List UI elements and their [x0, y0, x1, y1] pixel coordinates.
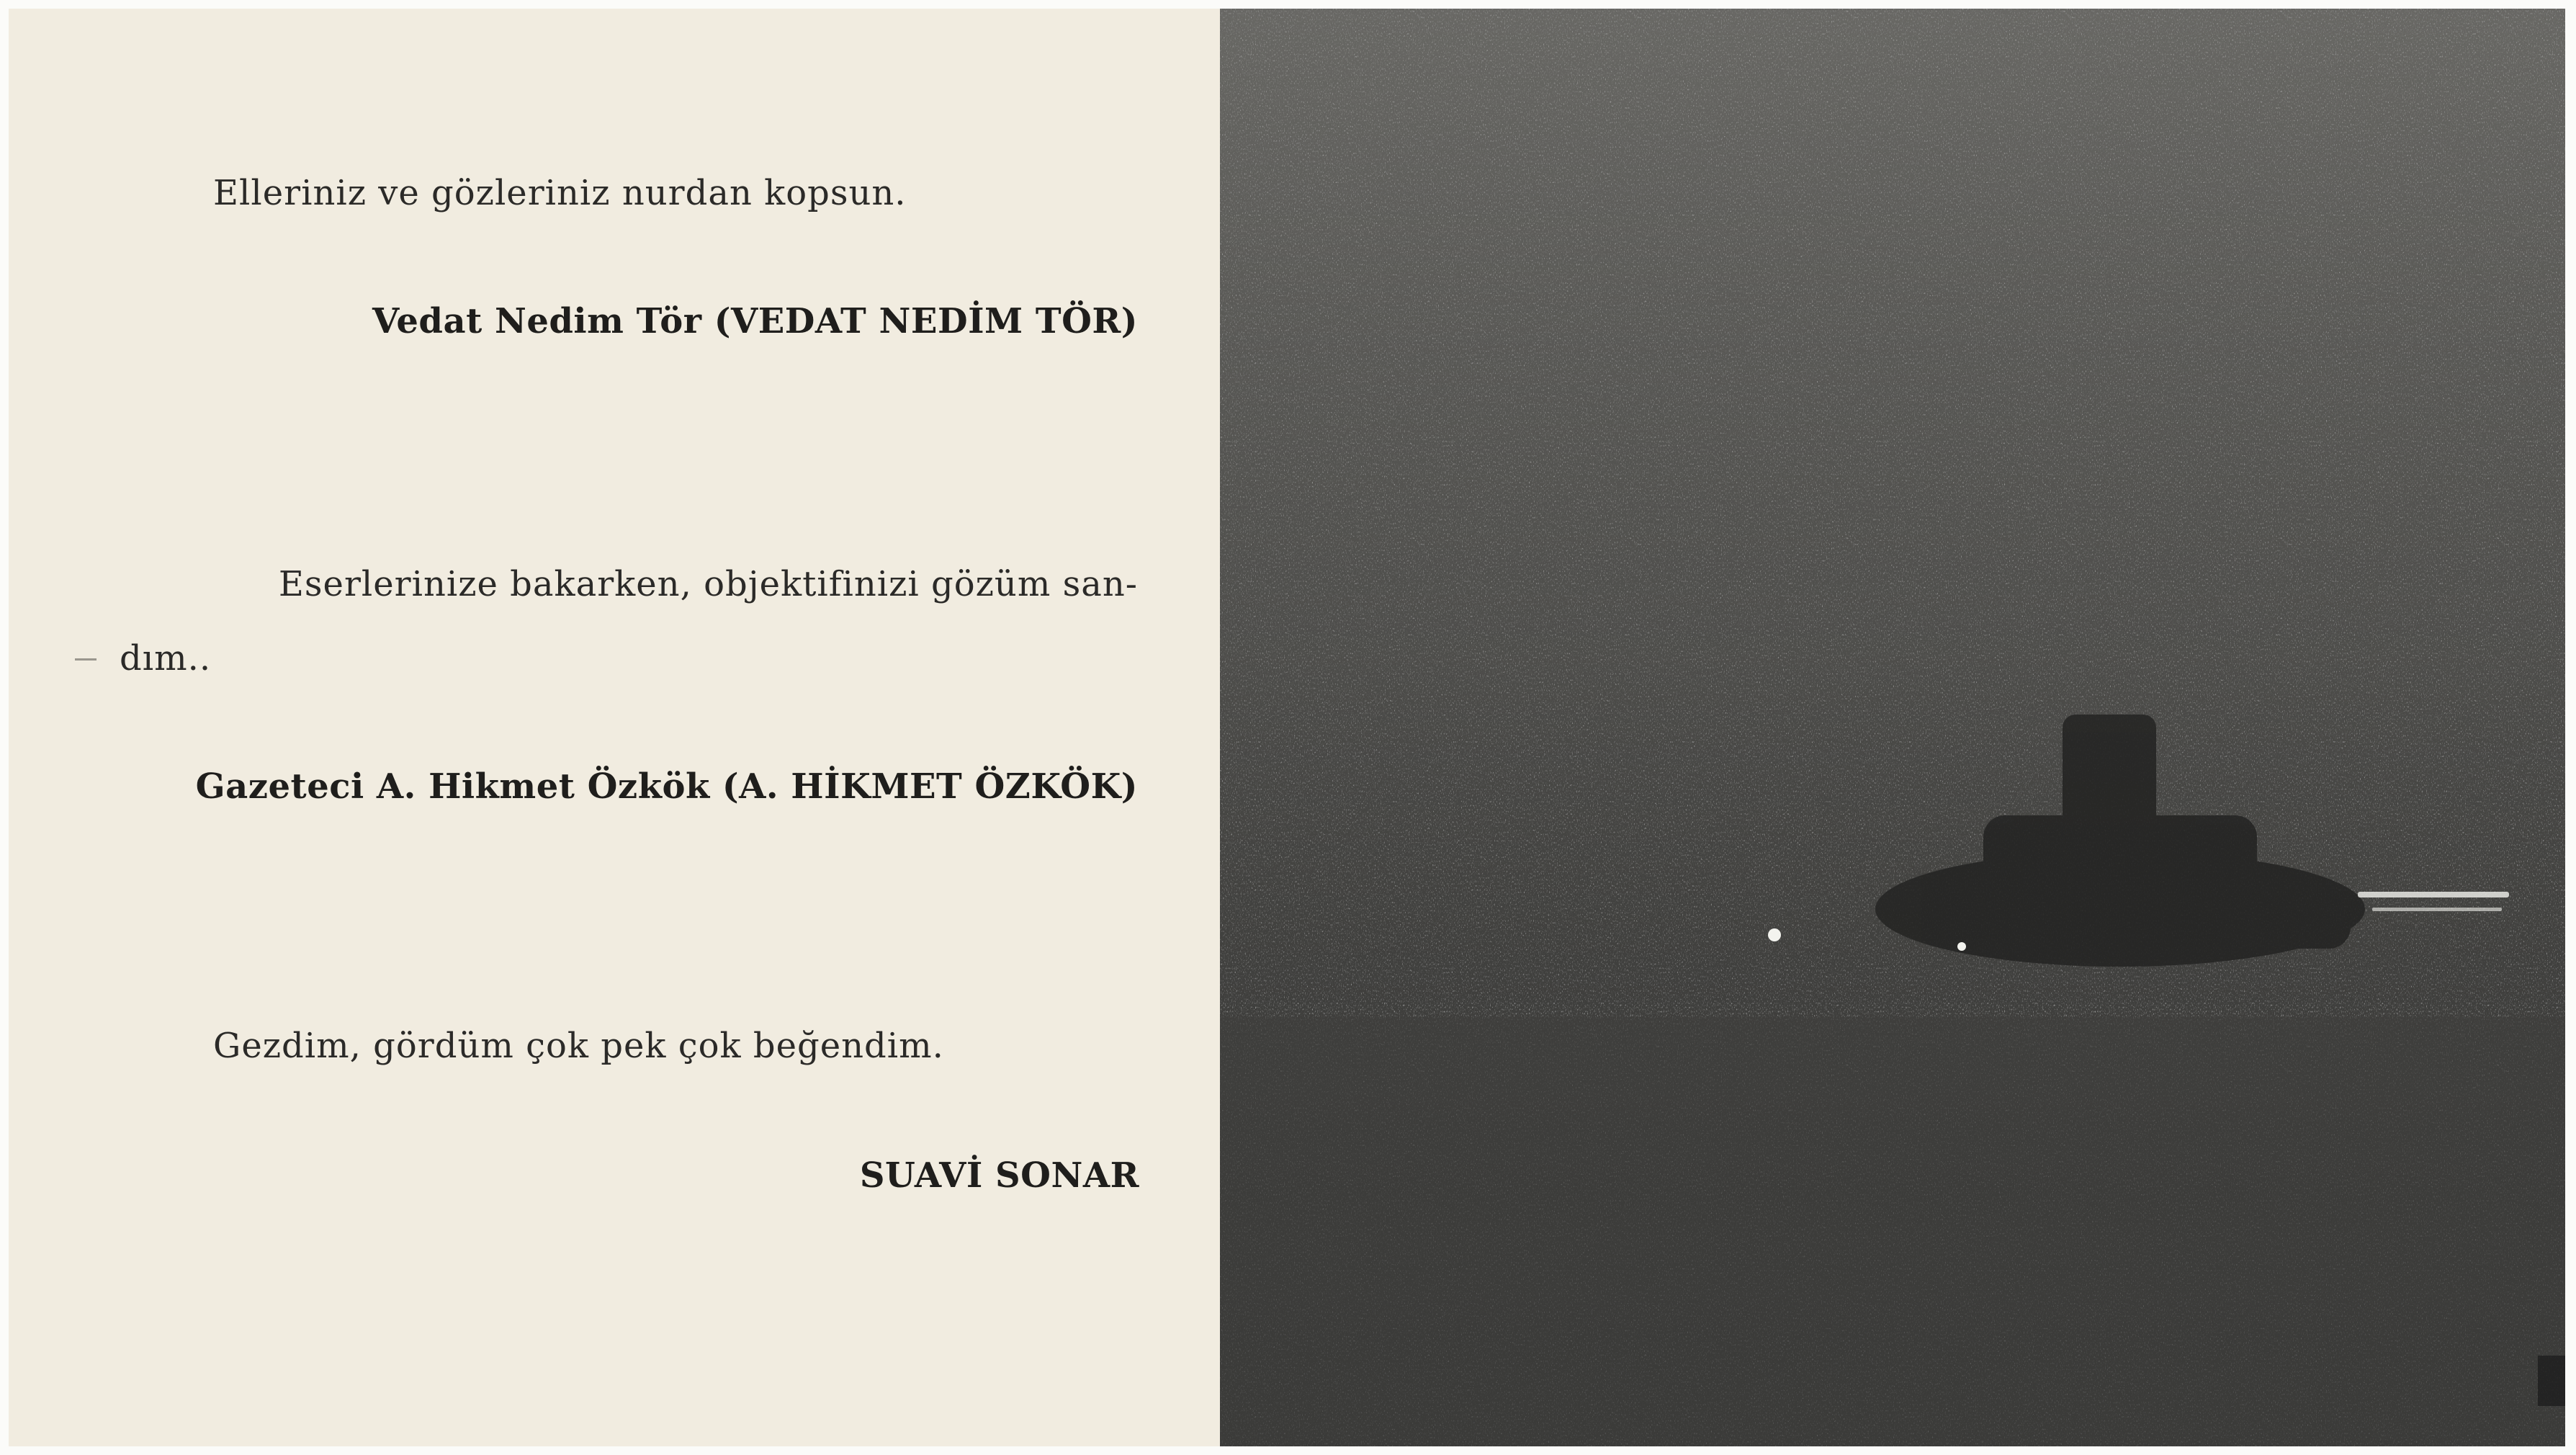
quote-2-line-2: dım.. [120, 638, 212, 679]
signature-1: Vedat Nedim Tör (VEDAT NEDİM TÖR) [372, 301, 1138, 341]
signature-3: SUAVİ SONAR [859, 1155, 1139, 1196]
quote-3-line-1: Gezdim, gördüm çok pek çok beğendim. [213, 1026, 944, 1066]
night-sea-photograph [1220, 9, 2565, 1446]
quote-1-line-1: Elleriniz ve gözleriniz nurdan kopsun. [213, 173, 907, 213]
text-page [9, 9, 1220, 1446]
quote-2-line-1: Eserlerinize bakarken, objektifinizi gözüm san- [278, 564, 1138, 604]
signature-2: Gazeteci A. Hikmet Özkök (A. HİKMET ÖZKÖK) [195, 766, 1138, 807]
stray-mark [75, 658, 97, 661]
photo-image [1220, 9, 2565, 1446]
